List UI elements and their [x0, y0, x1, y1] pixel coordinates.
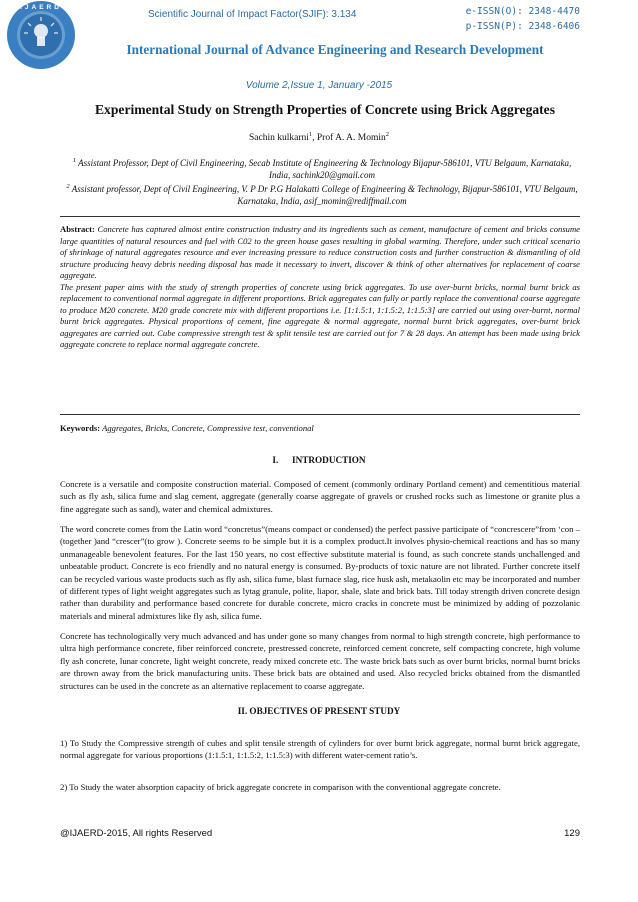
abstract-para-2: The present paper aims with the study of strength properties of concrete using brick aggregates. To use over-burnt bricks, normal burnt brick as replacement to conventional normal aggregate in different proportions. Brick aggregates can fully or partly replace the conventional coarse aggregate to produce M20 concrete. M20 grade concrete mix with different proportions i.e. [1:1.5:1, 1:1.5:2, 1:1.5:3] are carried out using over-burnt, normal burnt brick aggregates. Physical proportions of cement, fine aggregate & normal aggregate, normal burnt brick aggregates, over-burnt brick aggregates are carried out. Cube compressive strength test & split tensile test are carried out for 7 & 28 days. An attempt has been made using brick aggregate concrete to replace normal aggregate concrete.	[60, 281, 580, 349]
page-number: 129	[564, 828, 580, 839]
journal-logo	[6, 0, 76, 70]
divider-bottom	[60, 414, 580, 415]
author-separator: , Prof A. A. Momin	[312, 133, 386, 144]
volume-issue: Volume 2,Issue 1, January -2015	[245, 80, 393, 91]
author-1: Sachin kulkarni	[248, 133, 309, 144]
affiliation-2-text: Assistant professor, Dept of Civil Engineering, V. P Dr P.G Halakatti College of Engineering & Technology, Bijapur-586101, VTU Belgaum, Karnataka, India, asif_momin@rediffmail.com	[69, 184, 578, 206]
footer-copyright: @IJAERD-2015, All rights Reserved	[60, 828, 213, 839]
abstract-text-1: Concrete has captured almost entire construction industry and its ingredients such as cement, manufacture of cement and bricks consume large quantities of natural resources and fuel with C02 to the green house gases resulting in global warming. Therefore, under such critical scenario of shrinkage of natural aggregates resource and ever increasing pressure to reduce construction costs and further construction & dismantling of old structure producing heavy debris needing disposal has made it necessary to invert, discover & think of other alternatives for replacement of coarse aggregate.	[60, 224, 580, 280]
issn-block	[466, 4, 580, 34]
authors	[0, 131, 638, 143]
affiliation-1-sup: 1	[72, 157, 77, 164]
keywords-label: Keywords:	[60, 423, 101, 433]
footer	[60, 828, 580, 839]
author-1-sup: 1	[308, 131, 313, 138]
affiliation-2-sup: 2	[66, 183, 70, 190]
abstract	[60, 224, 580, 351]
affiliation-1-text: Assistant Professor, Dept of Civil Engineering, Secab Institute of Engineering & Technology Bijapur-586101, VTU Belgaum, Karnataka, India, sachink20@gmail.com	[76, 158, 572, 180]
pissn: p-ISSN(P): 2348-6406	[465, 21, 580, 32]
intro-para-2: The word concrete comes from the Latin word “concretus”(means compact or condensed) the perfect passive participate of “concrescere”from ‘con –(together )and “crescer”(to grow ). Concrete seems to be simple but it is a complex product.It involves physio-chemical reactions and has so many unmanageable benevolent features. For the last 150 years, no cost effective substitute material is found, as such concrete stands unchallenged and unbeatable product. Concrete is eco friendly and no natural energy is consumed. By-products of toxic nature are not librated. Further concrete itself can be recycled various waste products such as fly ash, silica fume, blast furnace slag, rice husk ash, metakaolin etc may be incorporated and number of different types of light weight aggregates such as lytag granule, polite, liapor, shale, slate and brick bats. Till today strength driven concrete design rather than durability and performance based concrete for durable concrete, micro cracks in concrete must be minimized by adding of pozzolanic materials and mineral admixtures like fly ash, silica fume.	[60, 524, 580, 621]
section-heading-objectives: II. OBJECTIVES OF PRESENT STUDY	[237, 706, 401, 716]
abstract-label: Abstract:	[60, 224, 95, 234]
section-heading-introduction: I. INTRODUCTION	[272, 455, 366, 465]
intro-para-3: Concrete has technologically very much advanced and has under gone so many changes from normal to high strength concrete, high performance to ultra high performance concrete, fiber reinforced concrete, prestressed concrete, reinforced cement concrete, self compacting concrete, high volume fly ash concrete, lunar concrete, light weight concrete, ready mixed concrete etc. The waste brick bats such as over burnt bricks, normal burnt bricks are thrown away from the brick manufacturing units. These brick bats are obtained and used. Also recycled bricks obtained from the dismantled structures can be used in the concrete as an alternative replacement to coarse aggregate.	[60, 631, 580, 691]
objective-2: 2) To Study the water absorption capacity of brick aggregate concrete in comparison with the conventional aggregate concrete.	[60, 782, 501, 792]
author-2-sup: 2	[385, 131, 390, 138]
keywords	[60, 423, 580, 433]
journal-title: International Journal of Advance Engineering and Research Development	[126, 42, 544, 57]
eissn: e-ISSN(O): 2348-4470	[465, 6, 580, 17]
affiliation-2	[62, 181, 582, 207]
svg-text:IJAERD: IJAERD	[20, 4, 62, 11]
intro-para-1: Concrete is a versatile and composite construction material. Composed of cement (commonly ordinary Portland cement) and cementitious material such as fly ash, silica fume and slag cement, aggregate (generally coarse aggregate of gravels or crushed rocks such as limestone or granite plus a fine aggregate such as sand), water and chemical admixtures.	[60, 479, 580, 514]
abstract-para-1	[60, 224, 580, 282]
paper-title: Experimental Study on Strength Properties of Concrete using Brick Aggregates	[94, 102, 556, 117]
impact-factor: Scientific Journal of Impact Factor(SJIF): 3.134	[148, 9, 357, 20]
keywords-text: Aggregates, Bricks, Concrete, Compressive test, conventional	[100, 423, 314, 433]
affiliation-1	[62, 155, 582, 181]
objective-1: 1) To Study the Compressive strength of cubes and split tensile strength of cylinders for over burnt brick aggregate, normal burnt brick aggregate, normal aggregate for various proportions (1:1.5:1, 1:1.5:2, 1:1.5:3) with different water-cement ratio’s.	[60, 738, 580, 761]
divider-top	[60, 216, 580, 217]
